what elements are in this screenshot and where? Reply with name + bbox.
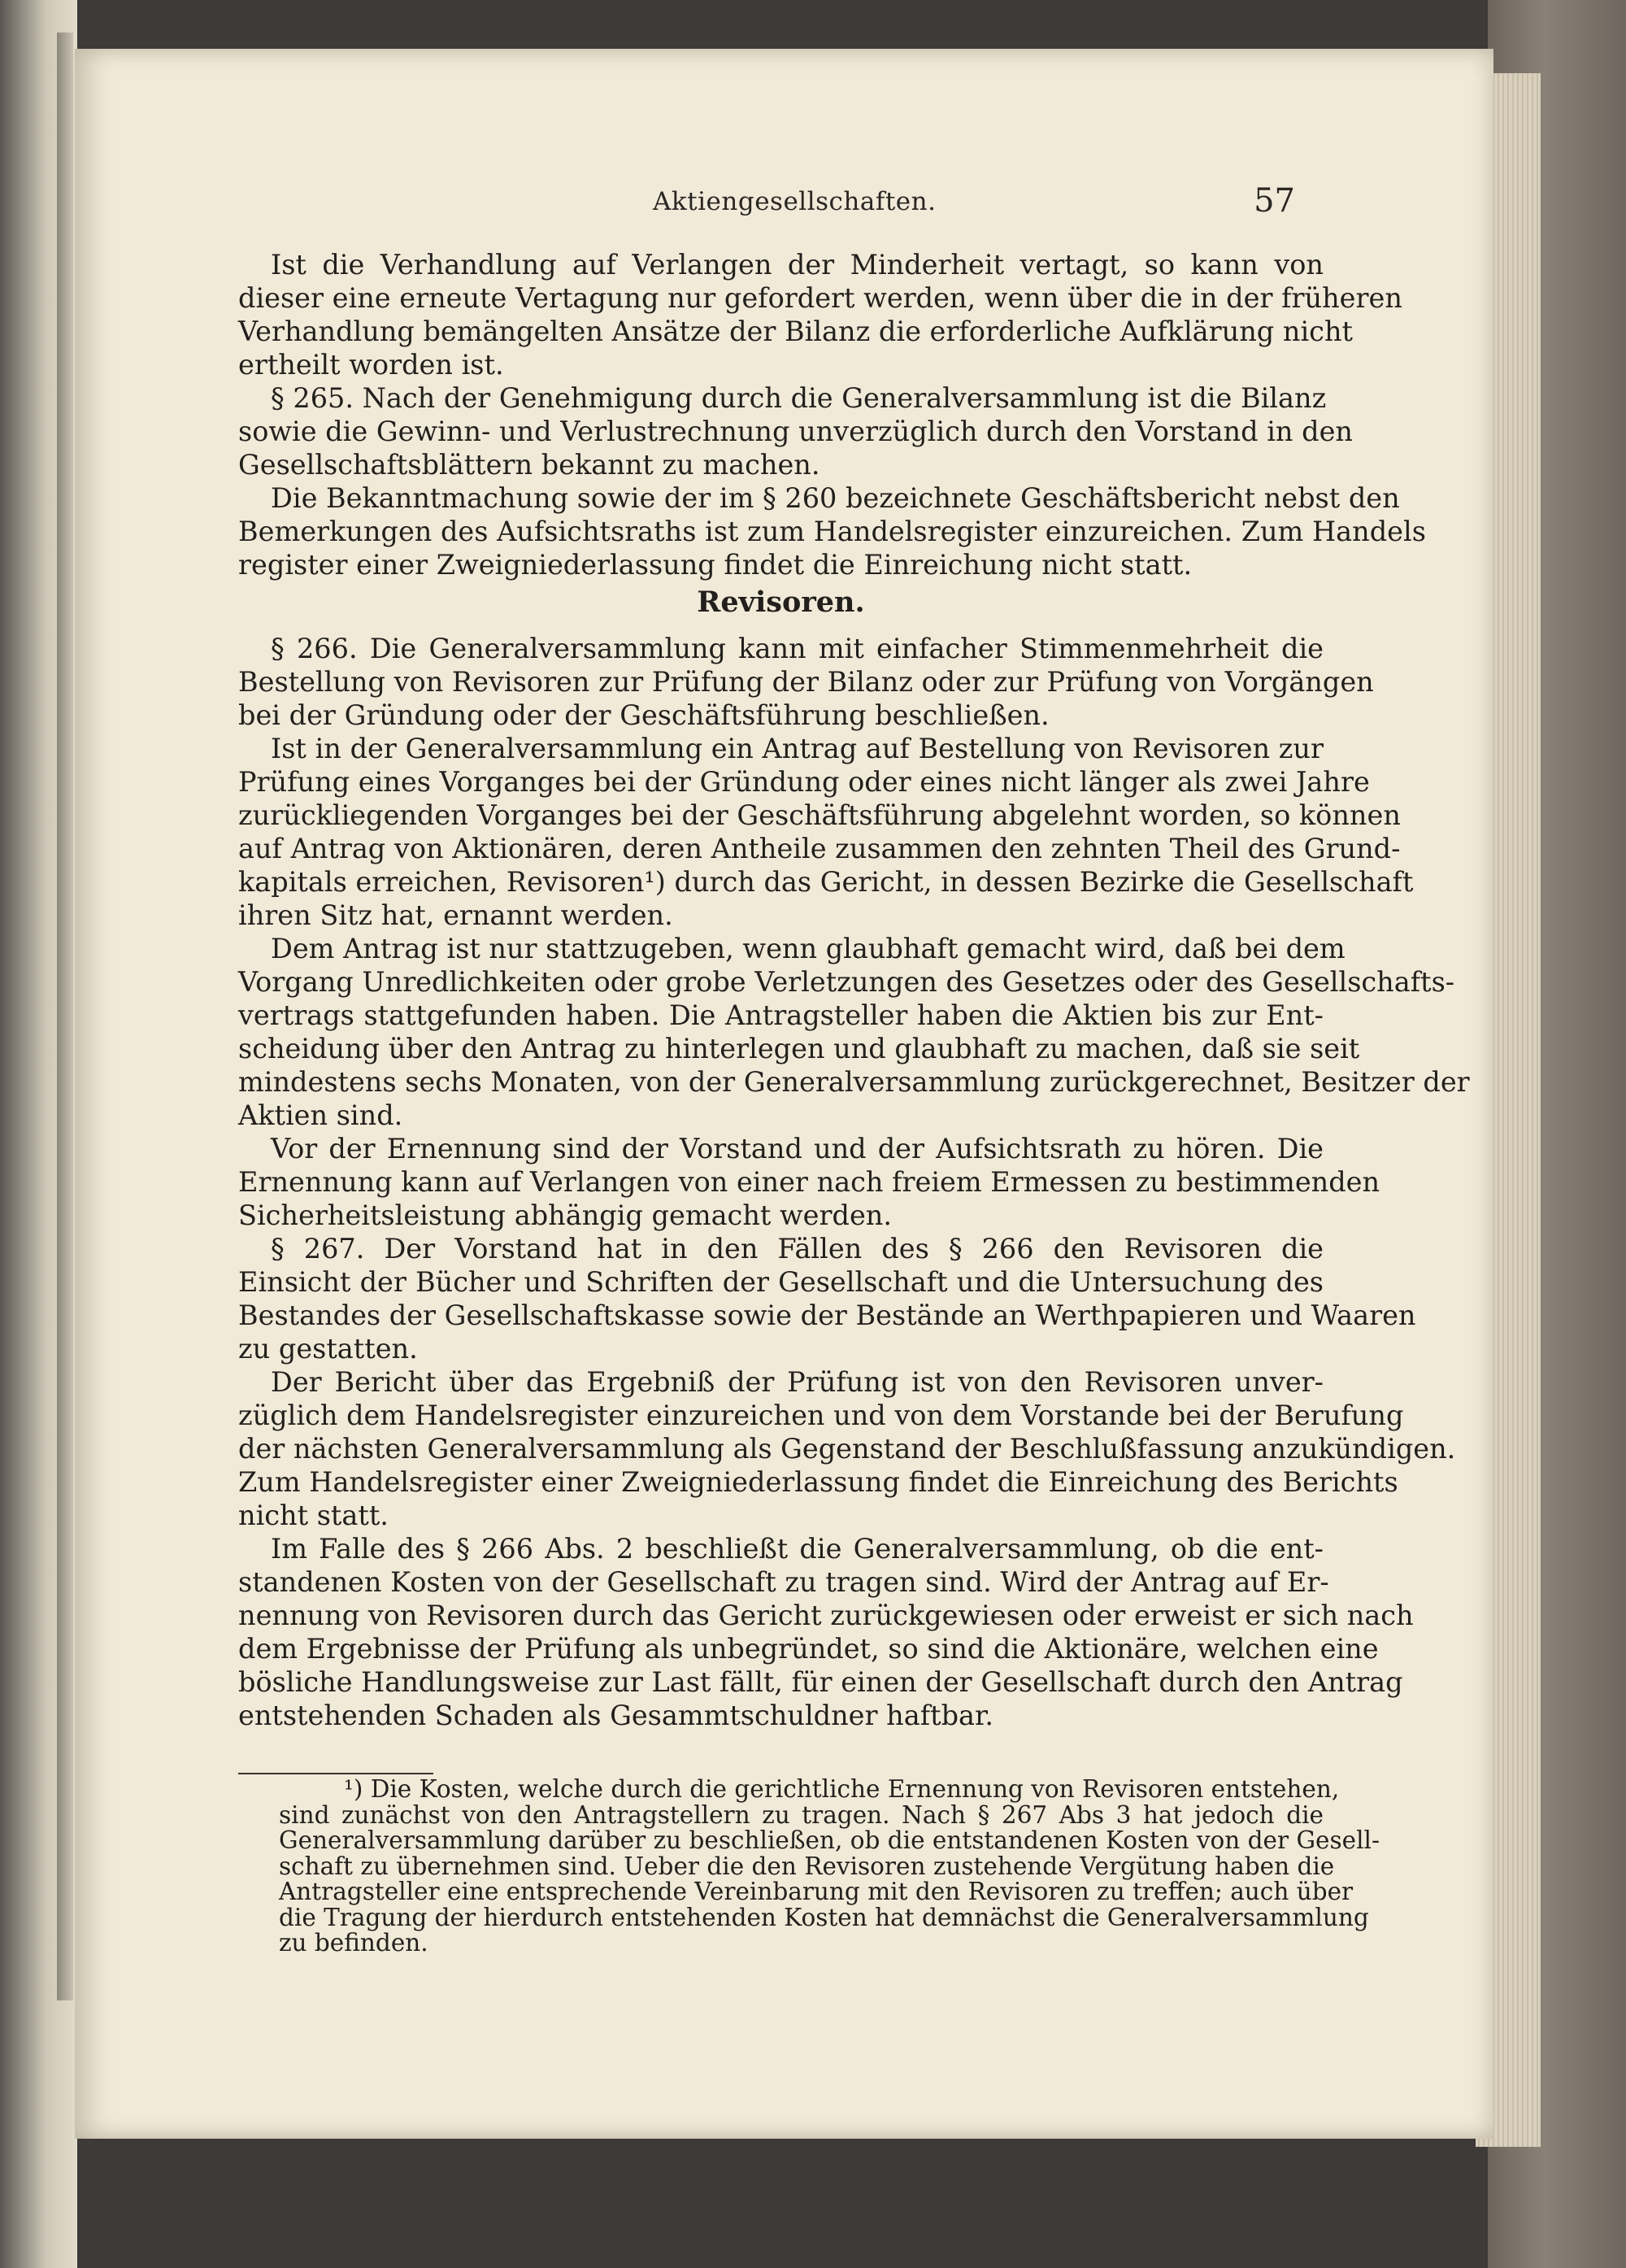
text-line: Verhandlung bemängelten Ansätze der Bilanz die erforderliche Aufklärung nicht [238, 316, 1353, 347]
footnote-line: die Tragung der hierdurch entstehenden Kosten hat demnächst die Generalversammlung [279, 1903, 1369, 1931]
text-line: ertheilt worden ist. [238, 349, 504, 381]
text-line: Vorgang Unredlichkeiten oder grobe Verletzungen des Gesetzes oder des Gesellschafts- [238, 966, 1455, 998]
text-line: dieser eine erneute Vertagung nur gefordert werden, wenn über die in der früheren [238, 282, 1402, 314]
text-line: Aktien sind. [238, 1099, 403, 1131]
text-line: Bestellung von Revisoren zur Prüfung der Bilanz oder zur Prüfung von Vorgängen [238, 666, 1374, 698]
text-line: dem Ergebnisse der Prüfung als unbegründet, so sind die Aktionäre, welchen eine [238, 1633, 1379, 1665]
text-line: standenen Kosten von der Gesellschaft zu tragen sind. Wird der Antrag auf Er- [238, 1566, 1329, 1598]
page-number: 57 [1254, 182, 1295, 220]
text-line: Ernennung kann auf Verlangen von einer nach freiem Ermessen zu bestimmenden [238, 1166, 1380, 1198]
text-line: bösliche Handlungsweise zur Last fällt, für einen der Gesellschaft durch den Antrag [238, 1666, 1403, 1698]
text-line: Prüfung eines Vorganges bei der Gründung oder eines nicht länger als zwei Jahre [238, 766, 1370, 798]
text-line: nicht statt. [238, 1500, 389, 1531]
text-line: der nächsten Generalversammlung als Gegenstand der Beschlußfassung anzukündigen. [238, 1433, 1456, 1465]
text-line: ihren Sitz hat, ernannt werden. [238, 899, 673, 931]
footnote-line: zu befinden. [279, 1929, 428, 1957]
text-line: Ist in der Generalversammlung ein Antrag auf Bestellung von Revisoren zur [271, 733, 1324, 764]
text-line: Vor der Ernennung sind der Vorstand und der Aufsichtsrath zu hören. Die [271, 1133, 1324, 1164]
footnote-line: Antragsteller eine entsprechende Vereinbarung mit den Revisoren zu treffen; auch über [279, 1878, 1354, 1905]
text-line: Die Bekanntmachung sowie der im § 260 bezeichnete Geschäftsbericht nebst den [271, 482, 1400, 514]
text-line: Zum Handelsregister einer Zweigniederlassung findet die Einreichung des Berichts [238, 1466, 1398, 1498]
text-line: § 265. Nach der Genehmigung durch die Generalversammlung ist die Bilanz [271, 382, 1327, 414]
text-line: § 267. Der Vorstand hat in den Fällen des § 266 den Revisoren die [271, 1233, 1324, 1265]
text-line: zu gestatten. [238, 1333, 418, 1365]
body-text [238, 248, 1470, 1732]
footnotes [279, 1775, 1380, 1957]
text-line: mindestens sechs Monaten, von der Generalversammlung zurückgerechnet, Besitzer der [238, 1066, 1470, 1098]
text-line: Ist die Verhandlung auf Verlangen der Minderheit vertagt, so kann von [271, 249, 1324, 281]
text-line: Dem Antrag ist nur stattzugeben, wenn glaubhaft gemacht wird, daß bei dem [271, 933, 1346, 964]
text-line: züglich dem Handelsregister einzureichen und von dem Vorstande bei der Berufung [238, 1400, 1404, 1431]
text-line: entstehenden Schaden als Gesammtschuldner haftbar. [238, 1700, 993, 1731]
text-line: bei der Gründung oder der Geschäftsführung beschließen. [238, 699, 1050, 731]
text-line: Einsicht der Bücher und Schriften der Gesellschaft und die Untersuchung des [238, 1266, 1324, 1298]
text-line: sowie die Gewinn- und Verlustrechnung unverzüglich durch den Vorstand in den [238, 416, 1353, 447]
text-line: auf Antrag von Aktionären, deren Antheile zusammen den zehnten Theil des Grund- [238, 833, 1401, 864]
footnote-line: sind zunächst von den Antragstellern zu tragen. Nach § 267 Abs 3 hat jedoch die [279, 1800, 1324, 1829]
text-line: vertrags stattgefunden haben. Die Antragsteller haben die Aktien bis zur Ent- [238, 999, 1324, 1031]
footnote-separator [238, 1773, 433, 1774]
running-title: Aktiengesellschaften. [653, 187, 937, 216]
text-line: Im Falle des § 266 Abs. 2 beschließt die Generalversammlung, ob die ent- [271, 1533, 1324, 1565]
text-line: register einer Zweigniederlassung findet die Einreichung nicht statt. [238, 549, 1193, 581]
footnote-line: Generalversammlung darüber zu beschließen, ob die entstandenen Kosten von der Gesell- [279, 1826, 1380, 1854]
text-line: Gesellschaftsblättern bekannt zu machen. [238, 449, 820, 481]
text-line: kapitals erreichen, Revisoren¹) durch das Gericht, in dessen Bezirke die Gesellschaft [238, 866, 1414, 898]
text-line: Der Bericht über das Ergebniß der Prüfung ist von den Revisoren unver- [271, 1366, 1324, 1398]
text-line: nennung von Revisoren durch das Gericht zurückgewiesen oder erweist er sich nach [238, 1600, 1414, 1631]
page-header [238, 182, 1295, 236]
text-line: § 266. Die Generalversammlung kann mit einfacher Stimmenmehrheit die [271, 633, 1324, 664]
footnote-line: schaft zu übernehmen sind. Ueber die den Revisoren zustehende Vergütung haben die [279, 1852, 1335, 1880]
footnote-line: ¹) Die Kosten, welche durch die gerichtliche Ernennung von Revisoren entstehen, [344, 1775, 1340, 1803]
text-line: scheidung über den Antrag zu hinterlegen und glaubhaft zu machen, daß sie seit [238, 1033, 1360, 1064]
text-line: Sicherheitsleistung abhängig gemacht werden. [238, 1199, 893, 1231]
facing-page-fold [57, 33, 73, 2000]
text-line: zurückliegenden Vorganges bei der Geschäftsführung abgelehnt worden, so können [238, 799, 1401, 831]
text-line: Bemerkungen des Aufsichtsraths ist zum Handelsregister einzureichen. Zum Handels [238, 516, 1426, 547]
text-line: Bestandes der Gesellschaftskasse sowie der Bestände an Werthpapieren und Waaren [238, 1299, 1416, 1331]
section-heading: Revisoren. [697, 586, 865, 619]
